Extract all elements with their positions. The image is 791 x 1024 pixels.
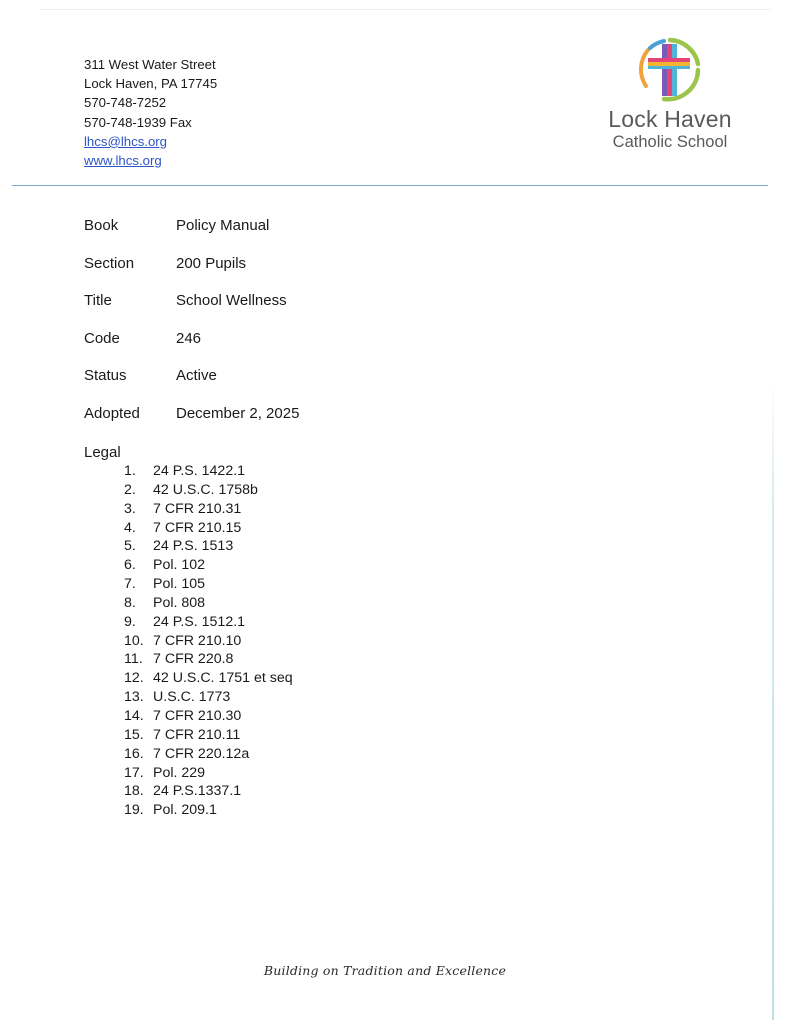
legal-item [124,650,293,669]
legal-item-number: 4. [124,519,136,536]
address-city: Lock Haven, PA 17745 [84,76,218,92]
legal-item-text: 7 CFR 220.8 [153,651,234,668]
legal-references-list [124,462,293,820]
legal-item-number: 13. [124,689,144,706]
legal-item [124,594,293,613]
legal-item [124,556,293,575]
legal-item [124,782,293,801]
legal-item-number: 8. [124,594,136,611]
legal-item-text: 7 CFR 210.11 [153,726,241,743]
fax-number: 570-748-1939 Fax [84,114,192,130]
legal-item-text: 24 P.S.1337.1 [153,783,242,800]
legal-item-number: 19. [124,802,144,819]
logo-school-name: Lock Haven [608,106,732,132]
title-value: School Wellness [176,292,287,310]
legal-item-number: 14. [124,707,144,724]
scan-top-edge [40,9,770,10]
legal-item-number: 1. [124,463,136,479]
legal-heading: Legal [84,444,121,461]
title-label: Title [84,292,112,310]
legal-item-number: 10. [124,632,144,649]
legal-item-number: 5. [124,538,136,555]
legal-item-text: 7 CFR 210.15 [153,519,242,536]
legal-item [124,632,293,651]
code-value: 246 [176,329,202,347]
logo-school-subtitle: Catholic School [612,133,728,151]
legal-item [124,688,293,707]
status-value: Active [176,367,217,385]
email-link[interactable]: lhcs@lhcs.org [84,133,168,149]
legal-item-text: 7 CFR 210.10 [153,632,242,649]
scan-right-edge [772,380,774,1020]
school-logo [600,36,740,156]
legal-item-text: 7 CFR 220.12a [153,745,250,762]
phone-number: 570-748-7252 [84,95,167,111]
legal-item-text: U.S.C. 1773 [153,689,231,706]
legal-item-text: 42 U.S.C. 1758b [153,481,258,498]
legal-item-number: 3. [124,500,136,517]
legal-item-text: Pol. 105 [153,576,206,593]
legal-item-text: 7 CFR 210.31 [153,500,242,517]
legal-item-text: 42 U.S.C. 1751 et seq [153,670,293,687]
legal-item-number: 9. [124,613,136,630]
legal-item [124,745,293,764]
legal-item-text: Pol. 229 [153,764,206,781]
legal-item-number: 15. [124,726,144,743]
website-link[interactable]: www.lhcs.org [84,153,162,169]
legal-item [124,707,293,726]
legal-item-number: 7. [124,576,136,593]
legal-item-number: 6. [124,557,136,574]
legal-item-text: 24 P.S. 1422.1 [153,463,246,479]
legal-item-text: 7 CFR 210.30 [153,707,242,724]
address-street: 311 West Water Street [84,57,216,72]
legal-item-text: 24 P.S. 1512.1 [153,613,246,630]
legal-item [124,537,293,556]
legal-item [124,519,293,538]
legal-item [124,613,293,632]
legal-item [124,481,293,500]
legal-item-number: 16. [124,745,144,762]
legal-item [124,726,293,745]
legal-item-number: 18. [124,783,144,800]
header-divider [12,185,768,186]
legal-item [124,462,293,481]
status-label: Status [84,367,127,385]
letterhead-address-block [84,55,217,170]
adopted-value: December 2, 2025 [176,404,300,422]
legal-item [124,500,293,519]
adopted-label: Adopted [84,404,140,422]
legal-item-number: 17. [124,764,144,781]
legal-item-text: 24 P.S. 1513 [153,538,234,555]
legal-item [124,575,293,594]
footer-motto: Building on Tradition and Excellence [263,963,507,978]
legal-item [124,801,293,820]
legal-item [124,669,293,688]
section-label: Section [84,254,135,272]
book-label: Book [84,217,119,234]
legal-item-text: Pol. 102 [153,557,206,574]
legal-item-text: Pol. 808 [153,594,206,611]
section-value: 200 Pupils [176,254,247,272]
legal-item [124,764,293,783]
code-label: Code [84,329,120,347]
book-value: Policy Manual [176,217,270,234]
legal-item-number: 2. [124,481,136,498]
legal-item-number: 11. [124,651,143,668]
cross-ring-logo-icon [636,36,704,104]
legal-item-number: 12. [124,670,144,687]
legal-item-text: Pol. 209.1 [153,802,217,819]
